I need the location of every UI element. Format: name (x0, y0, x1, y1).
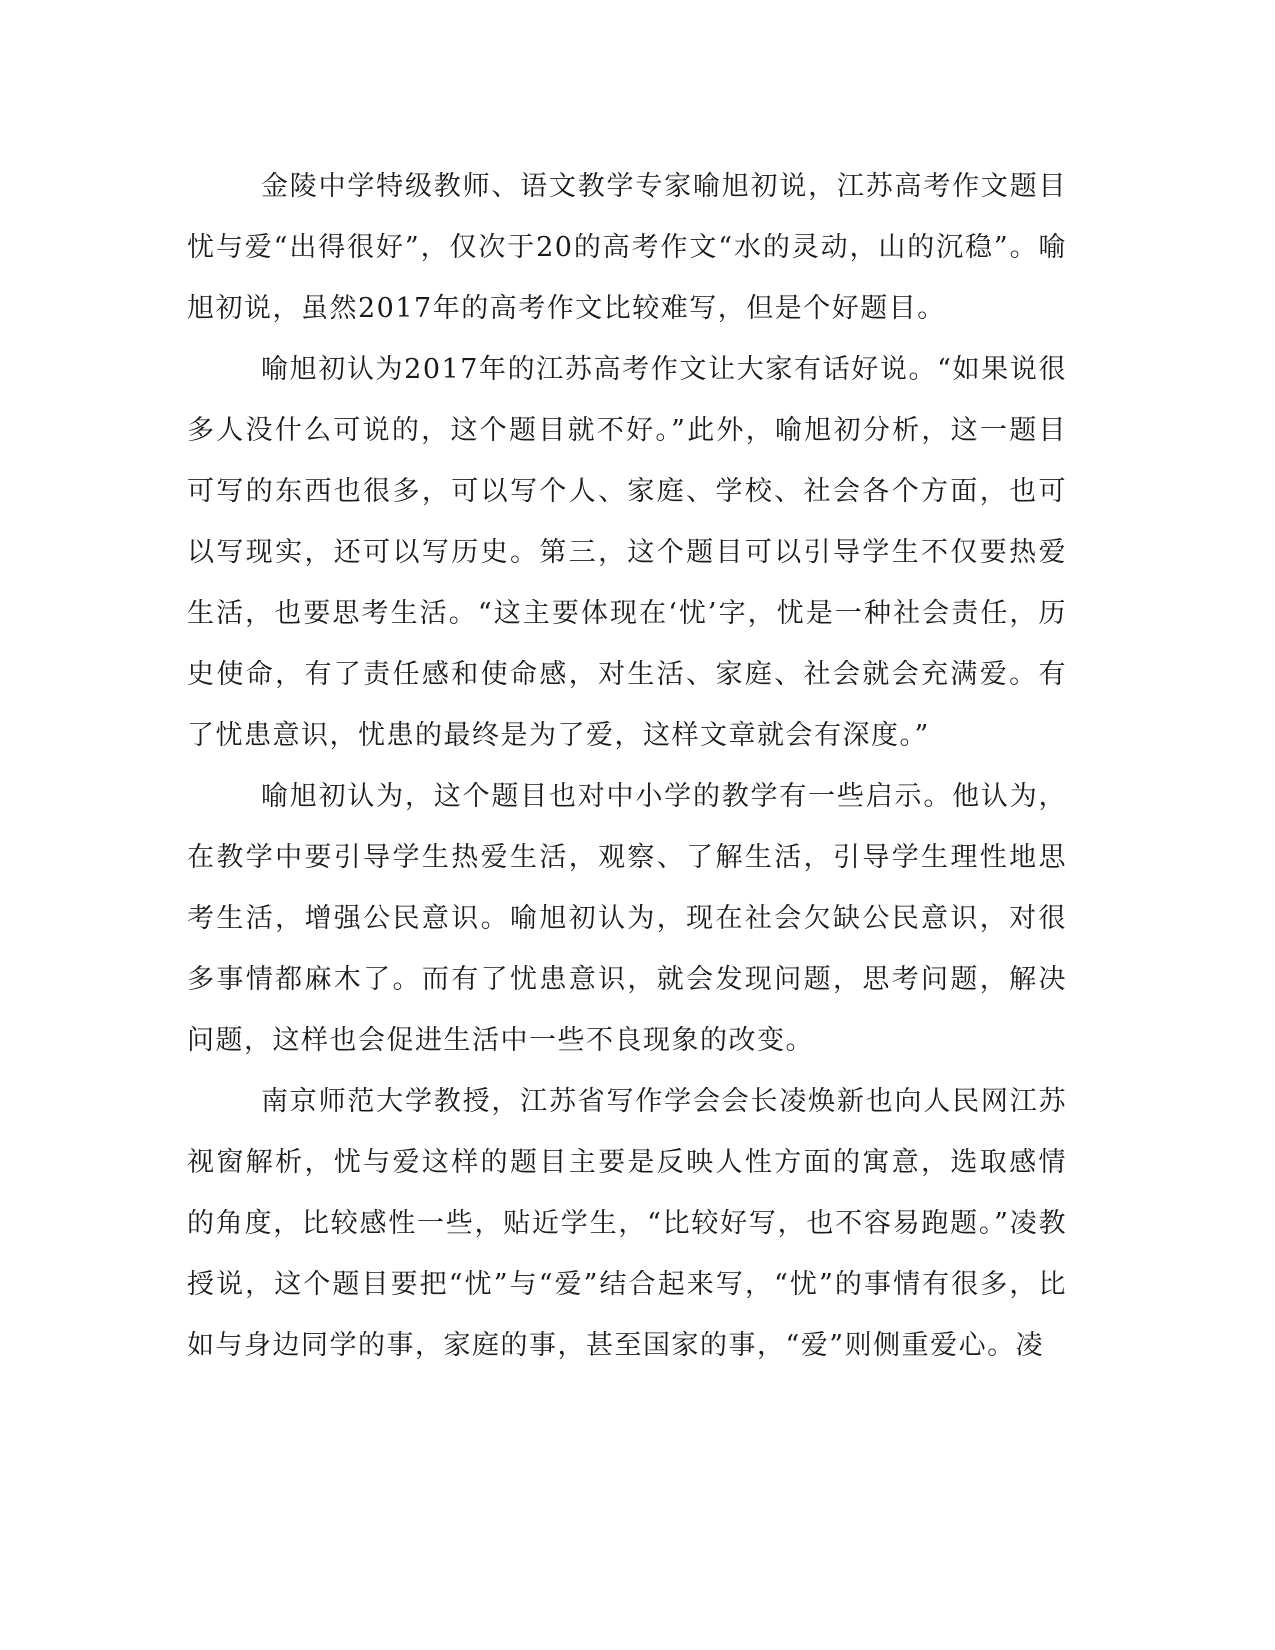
document-body (187, 156, 1067, 1376)
paragraph-1: 金陵中学特级教师、语文教学专家喻旭初说，江苏高考作文题目忧与爱“出得很好”，仅次于20的高考作文“水的灵动，山的沉稳”。喻旭初说，虽然2017年的高考作文比较难写，但是个好题目。 (187, 171, 1067, 324)
paragraph-2: 喻旭初认为2017年的江苏高考作文让大家有话好说。“如果说很多人没什么可说的，这个题目就不好。”此外，喻旭初分析，这一题目可写的东西也很多，可以写个人、家庭、学校、社会各个方面，也可以写现实，还可以写历史。第三，这个题目可以引导学生不仅要热爱生活，也要思考生活。“这主要体现在‘忧’字，忧是一种社会责任，历史使命，有了责任感和使命感，对生活、家庭、社会就会充满爱。有了忧患意识，忧患的最终是为了爱，这样文章就会有深度。” (187, 354, 1067, 751)
paragraph-4: 南京师范大学教授，江苏省写作学会会长凌焕新也向人民网江苏视窗解析，忧与爱这样的题目主要是反映人性方面的寓意，选取感情的角度，比较感性一些，贴近学生，“比较好写，也不容易跑题。”凌教授说，这个题目要把“忧”与“爱”结合起来写，“忧”的事情有很多，比如与身边同学的事，家庭的事，甚至国家的事，“爱”则侧重爱心。凌 (187, 1086, 1067, 1361)
paragraph-3: 喻旭初认为，这个题目也对中小学的教学有一些启示。他认为，在教学中要引导学生热爱生活，观察、了解生活，引导学生理性地思考生活，增强公民意识。喻旭初认为，现在社会欠缺公民意识，对很多事情都麻木了。而有了忧患意识，就会发现问题，思考问题，解决问题，这样也会促进生活中一些不良现象的改变。 (187, 781, 1067, 1056)
